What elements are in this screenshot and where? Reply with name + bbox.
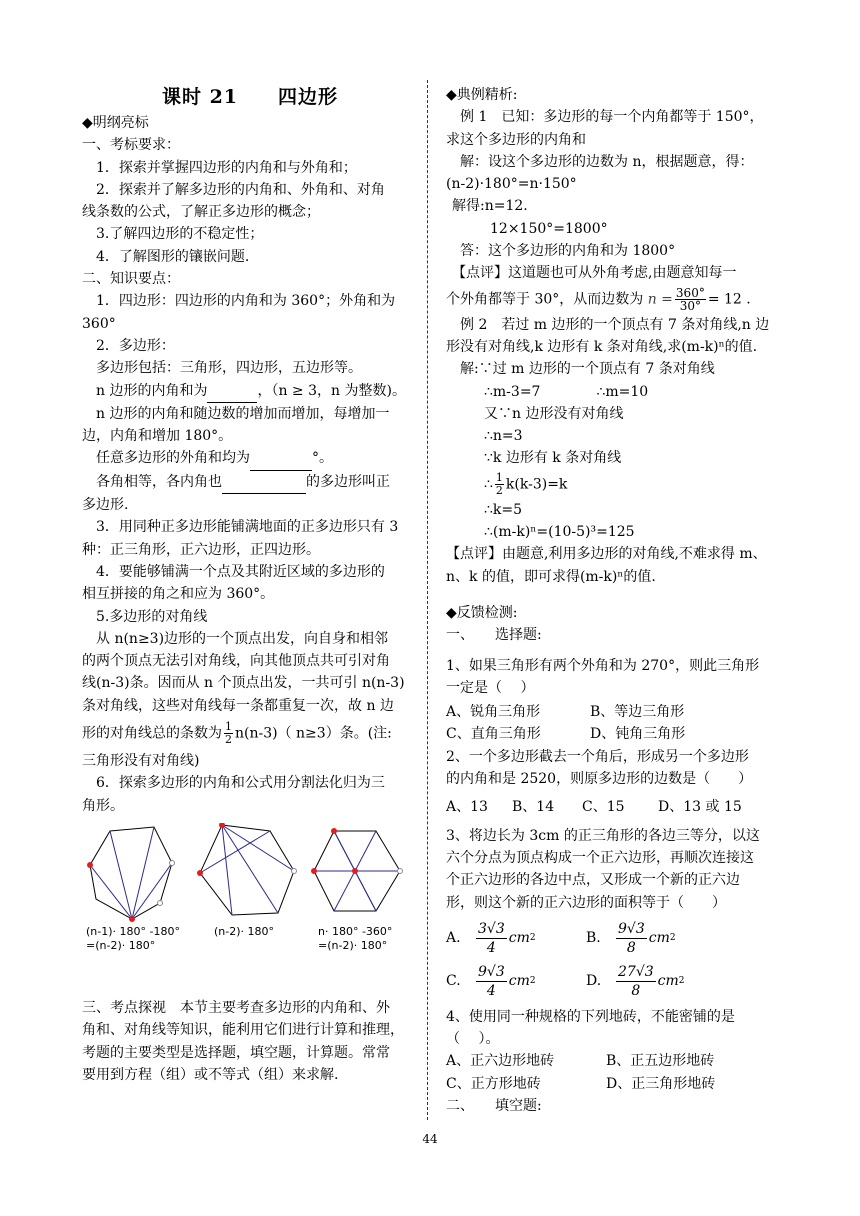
option-d: D、正三角形地砖 <box>606 1075 716 1092</box>
vertex-dot <box>158 900 163 905</box>
left-column <box>82 84 418 1086</box>
section-heading: ◆典例精析: <box>446 87 518 103</box>
option-a: A、锐角三角形 <box>446 704 541 721</box>
option-b: B、14 <box>512 799 555 816</box>
vertex-dot <box>87 862 93 868</box>
example-1-answer: 答：这个多边形的内角和为 1800° <box>460 243 676 260</box>
example-2-step: 又∵n 边形没有对角线 <box>484 405 624 422</box>
option-a: A、13 <box>446 799 488 816</box>
subsection-heading: 二、 填空题: <box>446 1097 542 1114</box>
example-2: 例 2 若过 m 边形的一个顶点有 7 条对角线,n 边 <box>460 316 770 333</box>
option-b: B、等边三角形 <box>590 704 685 721</box>
option-a: A、正六边形地砖 <box>446 1053 555 1070</box>
knowledge-2e-cont: 多边形. <box>82 497 129 514</box>
vertex-dot <box>352 868 358 874</box>
example-2-step: ∴n=3 <box>484 428 523 445</box>
question-2-options <box>446 796 782 818</box>
vertex-dot <box>197 870 203 876</box>
example-2-step: ∴(m-k)ⁿ=(10-5)³=125 <box>484 524 635 541</box>
knowledge-5e: 形的对角线总的条数为 $\frac{1}{2}$ n(n-3)（ n≥3）条。(注: <box>82 720 392 747</box>
fraction: $\frac{1}{2}$ <box>225 720 232 747</box>
fraction: $\frac{1}{2}$ <box>495 470 503 497</box>
example-2-solution: 解:∵过 m 边形的一个顶点有 7 条对角线 <box>460 361 715 378</box>
option-d: D、13 或 15 <box>658 799 742 816</box>
vertex-dot <box>219 823 225 828</box>
knowledge-6-cont: 角形。 <box>82 797 124 814</box>
caption-figure-2: (n-2)· 180° <box>214 924 275 938</box>
polygon-figures <box>82 823 418 957</box>
example-1-equation: (n-2)·180°=n·150° <box>446 176 577 193</box>
section-3-cont: 要用到方程（组）或不等式（组）来求解. <box>82 1066 339 1083</box>
option-d: D、钝角三角形 <box>590 726 686 743</box>
example-2-step: ∴k=5 <box>484 501 523 518</box>
vertex-dot <box>311 868 317 874</box>
question-1-cont: 一定是（ ） <box>446 679 535 696</box>
fraction: $\frac{9√3}{4}$ <box>478 963 505 999</box>
knowledge-1: 1．四边形：四边形的内角和为 360°；外角和为 <box>96 293 396 310</box>
question-3-cont: 六个分点为顶点构成一个正六边形，再顺次连接这 <box>446 849 754 866</box>
example-2-comment: 【点评】由题意,利用多边形的对角线,不难求得 m、 <box>446 546 767 563</box>
vertex-dot <box>292 868 297 873</box>
page-title <box>82 84 418 110</box>
example-1-solution: 解：设这个多边形的边数为 n，根据题意，得： <box>460 153 754 170</box>
fraction: $\frac{360^\circ}{30^\circ}$ <box>675 285 705 313</box>
fill-blank <box>250 447 312 470</box>
vertex-dot <box>398 868 403 873</box>
right-column <box>446 84 782 1117</box>
option-d: D. <box>586 973 602 990</box>
requirement-2-cont: 线条数的公式，了解正多边形的概念； <box>82 204 320 221</box>
knowledge-5a: 从 n(n≥3)边形的一个顶点出发，向自身和相邻 <box>96 630 389 647</box>
lesson-topic: 四边形 <box>278 86 339 108</box>
knowledge-6: 6．探索多边形的内角和公式用分割法化归为三 <box>96 775 385 792</box>
question-3: 3、将边长为 3cm 的正三角形的各边三等分，以这 <box>446 827 760 844</box>
caption-figure-1: (n-1)· 180° -180° =(n-2)· 180° <box>86 924 180 952</box>
knowledge-5d: 条对角线，这些对角线每一条都重复一次，故 n 边 <box>82 697 394 714</box>
section-3: 三、考点探视 本节主要考查多边形的内角和、外 <box>82 999 390 1016</box>
section-3-cont: 角和、对角线等知识，能利用它们进行计算和推理， <box>82 1022 404 1039</box>
requirement-2: 2．探索并了解多边形的内角和、外角和、对角 <box>96 181 385 198</box>
page-number: 44 <box>422 1132 438 1146</box>
fraction: $\frac{27√3}{8}$ <box>618 963 654 999</box>
knowledge-2: 2．多边形： <box>96 337 175 354</box>
knowledge-5c: 线(n-3)条。因而从 n 个顶点出发，一共可引 n(n-3) <box>82 675 405 692</box>
section-3-cont: 考题的主要类型是选择题，填空题，计算题。常常 <box>82 1044 390 1061</box>
subsection-heading: 一、 选择题: <box>446 627 542 644</box>
fill-blank <box>207 380 257 403</box>
option-b: B、正五边形地砖 <box>606 1053 715 1070</box>
caption-figure-3: n· 180° -360° =(n-2)· 180° <box>318 924 393 952</box>
question-3-options: A. $\frac{3√3}{4}$ cm 2 B. $\frac{9√3}{8}$ cm 2 <box>446 920 676 956</box>
lesson-number: 课时 21 <box>161 86 239 108</box>
knowledge-2d: 任意多边形的外角和均为 °。 <box>82 447 418 470</box>
question-3-options: C. $\frac{9√3}{4}$ cm 2 D. $\frac{27√3}{8}$ cm 2 <box>446 963 685 999</box>
example-1-comment-cont: 个外角都等于 30°，从而边数为 n = $\frac{360^\circ}{30^\circ}$ = 12 . <box>446 285 751 313</box>
option-c: C、直角三角形 <box>446 726 541 743</box>
question-2-cont: 的内角和是 2520，则原多边形的边数是（ ） <box>446 771 753 788</box>
question-4: 4、使用同一种规格的下列地砖，不能密铺的是 <box>446 1008 735 1025</box>
knowledge-2c-cont: 边，内角和增加 180°。 <box>82 428 233 445</box>
section-heading: ◆明纲亮标 <box>82 115 149 131</box>
column-divider <box>427 80 428 1120</box>
question-1-options <box>446 723 782 745</box>
section-heading: 一、考标要求： <box>82 137 180 154</box>
fraction: $\frac{3√3}{4}$ <box>478 920 505 956</box>
example-1-solve: 解得:n=12. <box>452 198 528 215</box>
knowledge-5b: 的两个顶点无法引对角线，向其他顶点共可引对角 <box>82 653 390 670</box>
fraction: $\frac{9√3}{8}$ <box>618 920 645 956</box>
knowledge-1-cont: 360° <box>82 315 116 332</box>
knowledge-2e: 各角相等，各内角也 的多边形叫正 <box>82 471 418 494</box>
option-c: C. <box>446 973 461 990</box>
heptagon-figure-2 <box>200 825 294 915</box>
knowledge-2a: 多边形包括：三角形，四边形，五边形等。 <box>96 360 362 377</box>
example-1-calc: 12×150°=1800° <box>490 220 608 237</box>
vertex-dot <box>129 916 135 922</box>
requirement-3: 3.了解四边形的不稳定性； <box>96 226 264 243</box>
example-2-step: ∴ $\frac{1}{2}$ k(k-3)=k <box>484 470 568 497</box>
option-a: A. <box>446 930 461 947</box>
example-2-step: ∴m-3=7 ∴m=10 <box>484 383 649 400</box>
example-2-step: ∵k 边形有 k 条对角线 <box>484 450 622 467</box>
knowledge-3-cont: 种：正三角形，正六边形，正四边形。 <box>82 541 320 558</box>
section-heading: ◆反馈检测: <box>446 604 518 621</box>
knowledge-5: 5.多边形的对角线 <box>96 608 208 625</box>
question-4-options <box>446 1073 782 1095</box>
question-4-cont: （ ）。 <box>446 1031 500 1048</box>
question-4-options <box>446 1050 782 1072</box>
example-1-comment: 【点评】这道题也可从外角考虑,由题意知每一 <box>452 265 737 282</box>
fill-blank <box>222 471 306 494</box>
knowledge-2c: n 边形的内角和随边数的增加而增加，每增加一 <box>96 405 390 422</box>
question-3-cont: 形，则这个新的正六边形的面积等于（ ） <box>446 894 726 911</box>
section-heading: 二、知识要点： <box>82 271 180 288</box>
knowledge-2b: n 边形的内角和为 ，（n ≥ 3，n 为整数)。 <box>82 380 418 403</box>
example-2-comment-cont: n、k 的值，即可求得(m-k)ⁿ的值. <box>446 568 656 585</box>
question-2: 2、一个多边形截去一个角后，形成另一个多边形 <box>446 748 749 765</box>
example-1: 例 1 已知：多边形的每一个内角都等于 150°， <box>460 109 764 126</box>
question-3-cont: 个正六边形的各边中点，又形成一个新的正六边 <box>446 872 740 889</box>
knowledge-4-cont: 相互拼接的角之和应为 360°。 <box>82 586 275 603</box>
example-1-cont: 求这个多边形的内角和 <box>446 131 586 148</box>
example-2-cont: 形没有对角线,k 边形有 k 条对角线,求(m-k)ⁿ的值. <box>446 338 758 355</box>
knowledge-5f: 三角形没有对角线) <box>82 753 200 770</box>
knowledge-3: 3．用同种正多边形能铺满地面的正多边形只有 3 <box>96 519 399 536</box>
requirement-1: 1．探索并掌握四边形的内角和与外角和； <box>96 159 357 176</box>
vertex-dot <box>170 860 175 865</box>
option-b: B. <box>586 930 601 947</box>
question-1-options <box>446 701 782 723</box>
vertex-dot <box>331 828 337 834</box>
option-c: C、15 <box>582 799 625 816</box>
option-c: C、正方形地砖 <box>446 1075 541 1092</box>
question-1: 1、如果三角形有两个外角和为 270°，则此三角形 <box>446 657 760 674</box>
knowledge-4: 4．要能够铺满一个点及其附近区域的多边形的 <box>96 563 385 580</box>
requirement-4: 4．了解图形的镶嵌问题. <box>96 248 250 265</box>
